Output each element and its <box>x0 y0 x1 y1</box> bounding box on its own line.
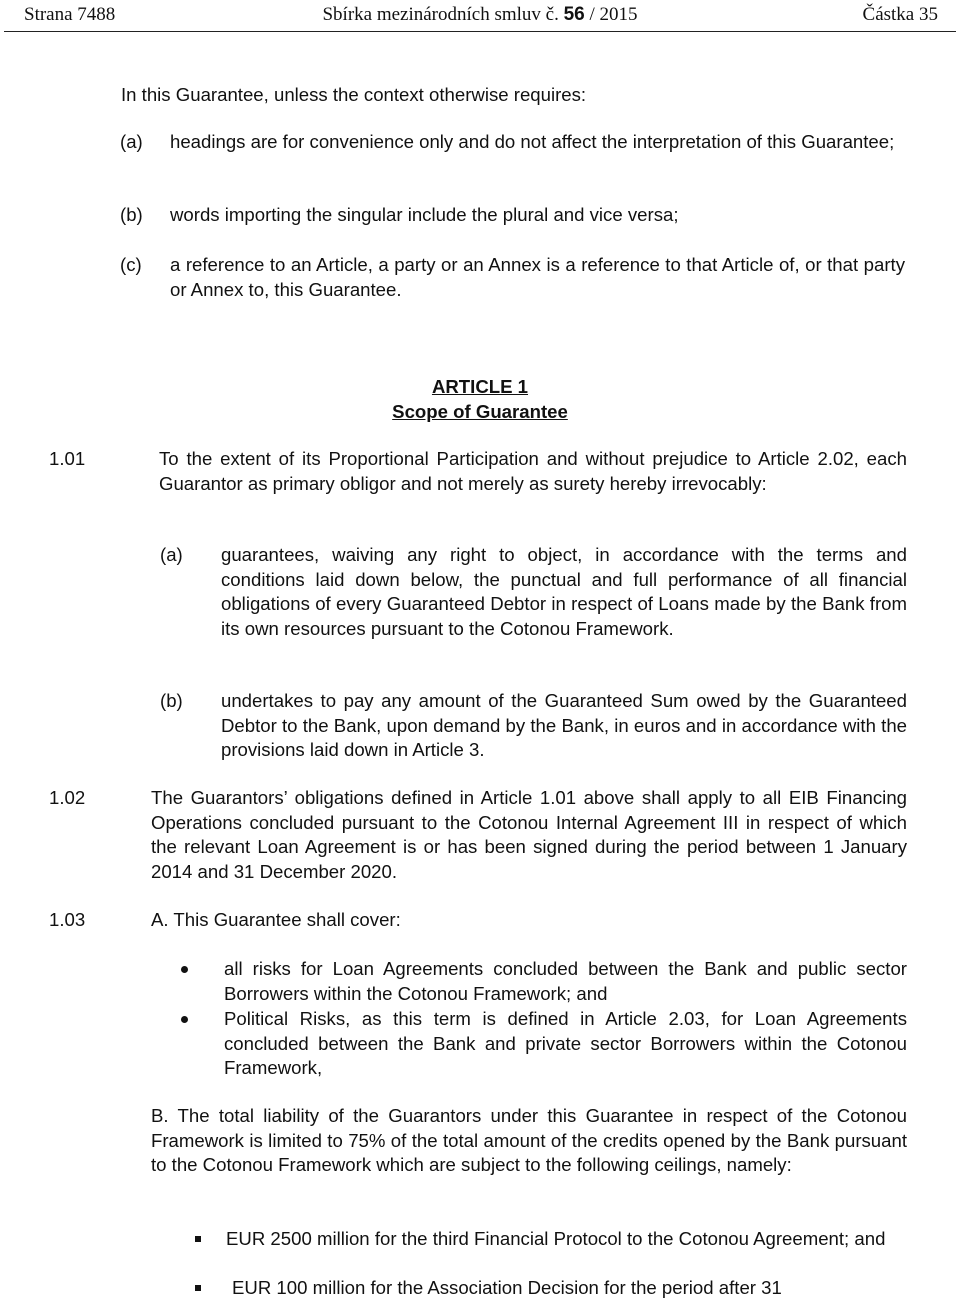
bullet-text: EUR 2500 million for the third Financial Protocol to the Cotonou Agreement; and <box>226 1228 886 1249</box>
bullet-text: all risks for Loan Agreements concluded between the Bank and public sector Borrowers within the Cotonou Framework; and <box>224 958 907 1004</box>
collection-title: Sbírka mezinárodních smluv č. 56 / 2015 <box>322 4 638 25</box>
section-text: A. This Guarantee shall cover: <box>151 909 401 930</box>
list-label: (a) <box>160 544 183 565</box>
article-number: ARTICLE 1 <box>431 376 529 397</box>
bullet-text: Political Risks, as this term is defined in Article 2.03, for Loan Agreements concluded between the Bank and private sector Borrowers within the Cotonou Framework, <box>224 1008 907 1078</box>
page-header <box>0 0 960 32</box>
list-item-text: guarantees, waiving any right to object, in accordance with the terms and conditions laid down below, the punctual and full performance of all financial obligations of every Guaranteed Debtor in respect of Loans made by the Bank from its own resources pursuant to the Cotonou Framework. <box>221 544 907 639</box>
section-number: 1.01 <box>49 448 86 469</box>
bullet-marker <box>181 1016 188 1023</box>
list-item-text: a reference to an Article, a party or an Annex is a reference to that Article of, or that party or Annex to, this Guarantee. <box>170 254 905 300</box>
section-number: 1.02 <box>49 787 86 808</box>
section-number: 1.03 <box>49 909 86 930</box>
bullet-marker <box>195 1236 201 1242</box>
list-label: (a) <box>120 131 143 152</box>
article-title: Scope of Guarantee <box>392 401 568 422</box>
list-label: (c) <box>120 254 142 275</box>
bullet-text: EUR 100 million for the Association Decision for the period after 31 <box>232 1277 782 1298</box>
list-label: (b) <box>120 204 143 225</box>
bullet-marker <box>195 1285 201 1291</box>
part-number: Částka 35 <box>862 4 938 25</box>
list-item-text: undertakes to pay any amount of the Guaranteed Sum owed by the Guaranteed Debtor to the Bank, upon demand by the Bank, in euros and in accordance with the provisions laid down in Article 3. <box>221 690 907 760</box>
header-rule <box>4 31 956 32</box>
intro-text: In this Guarantee, unless the context otherwise requires: <box>121 84 587 105</box>
section-text: The Guarantors’ obligations defined in Article 1.01 above shall apply to all EIB Financing Operations concluded pursuant to the Cotonou Internal Agreement III in respect of which the relevant Loan Agreement is or has been signed during the period between 1 January 2014 and 31 December 2020. <box>151 787 907 882</box>
section-text: To the extent of its Proportional Participation and without prejudice to Article 2.02, each Guarantor as primary obligor and not merely as surety hereby irrevocably: <box>159 448 907 494</box>
section-text: B. The total liability of the Guarantors under this Guarantee in respect of the Cotonou Framework is limited to 75% of the total amount of the credits opened by the Bank pursuant to the Cotonou Framework which are subject to the following ceilings, namely: <box>151 1105 907 1175</box>
list-label: (b) <box>160 690 183 711</box>
list-item-text: headings are for convenience only and do not affect the interpretation of this Guarantee; <box>170 131 895 152</box>
collection-number: 56 <box>563 4 585 25</box>
list-item-text: words importing the singular include the plural and vice versa; <box>170 204 679 225</box>
bullet-marker <box>181 966 188 973</box>
page-number: Strana 7488 <box>24 4 116 25</box>
